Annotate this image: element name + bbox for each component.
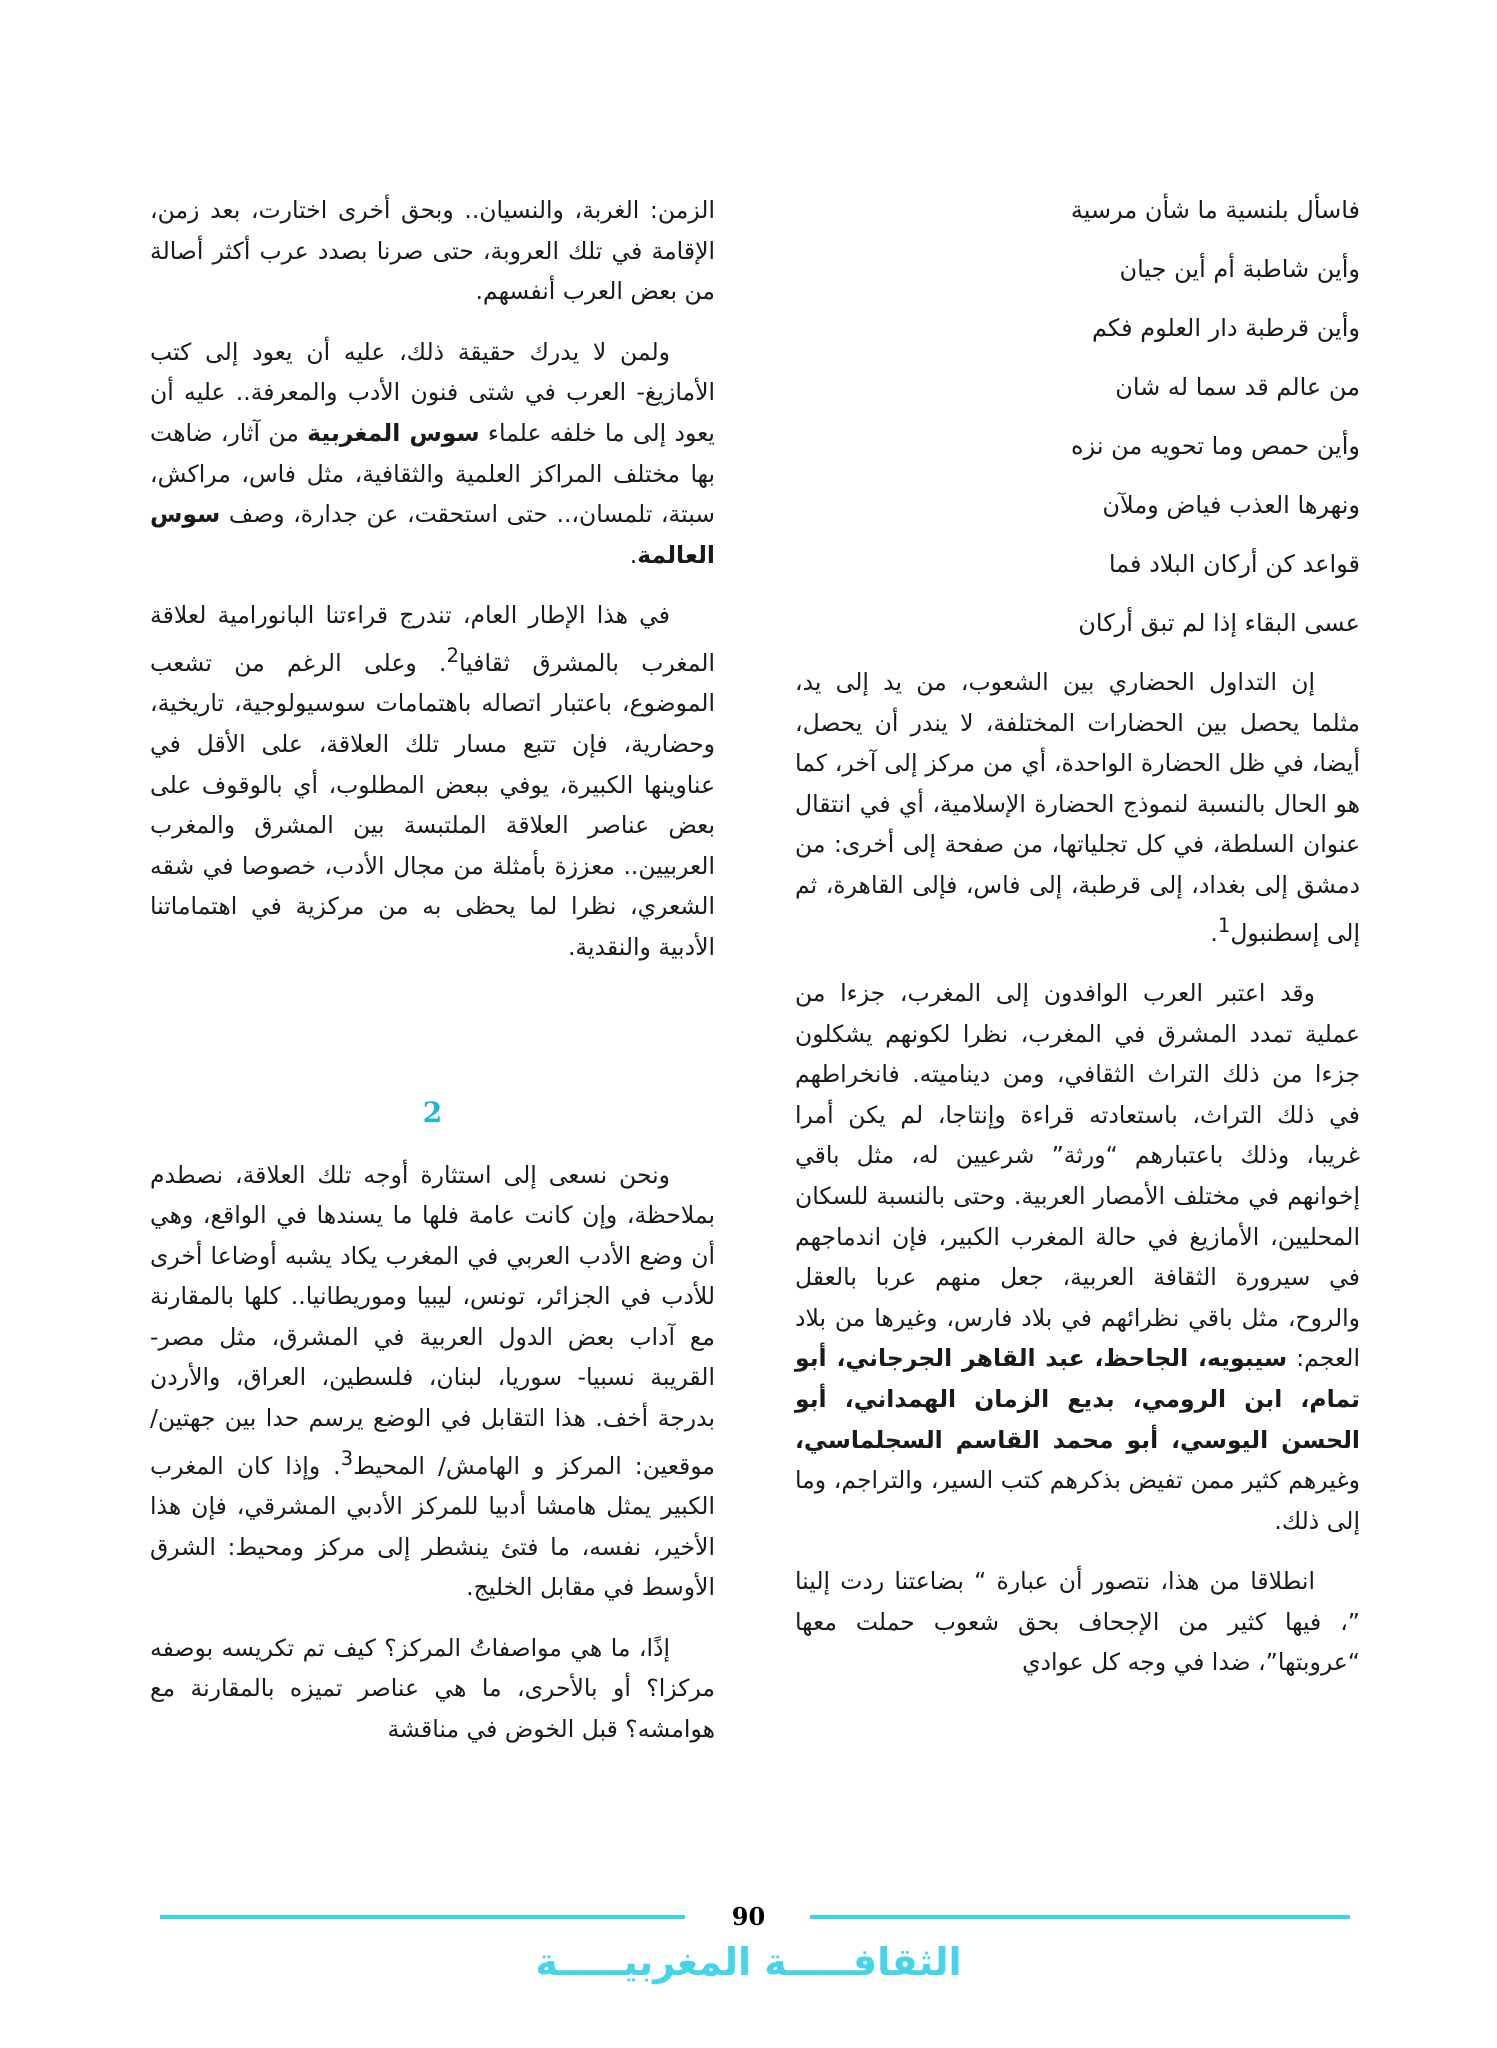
paragraph-text: في هذا الإطار العام، تندرج قراءتنا البانورامية لعلاقة المغرب بالمشرق ثقافيا (150, 601, 715, 677)
footnote-ref: 3 (340, 1446, 354, 1470)
footer-rule-left (160, 1915, 685, 1919)
left-column (150, 190, 715, 1770)
magazine-masthead: الثقافـــــة المغربيـــــة (535, 1940, 962, 1984)
paragraph-text: . وإذا كان المغرب الكبير يمثل هامشا أدبيا للمركز الأدبي المشرقي، فإن هذا الأخير، نفسه، ما فتئ ينشطر إلى مركز ومحيط: الشرق الأوسط في مقابل الخليج. (150, 1451, 715, 1602)
footnote-ref: 1 (1217, 913, 1231, 937)
verse-line: ونهرها العذب فياض وملآن (1102, 491, 1360, 519)
bold-names: سيبويه، الجاحظ، عبد القاهر الجرجاني، أبو تمام، ابن الرومي، بديع الزمان الهمداني، أبو الحسن اليوسي، أبو محمد القاسم السجلماسي، (795, 1344, 1360, 1454)
verse-line: فاسأل بلنسية ما شأن مرسية (1070, 196, 1360, 224)
paragraph: إذًا، ما هي مواصفاتُ المركز؟ كيف تم تكريسه بوصفه مركزا؟ أو بالأحرى، ما هي عناصر تميزه بالمقارنة مع هوامشه؟ قبل الخوض في مناقشة (150, 1633, 715, 1744)
paragraph: إن التداول الحضاري بين الشعوب، من يد إلى يد، مثلما يحصل بين الحضارات المختلفة، لا يندر أن يحصل، أيضا، في ظل الحضارة الواحدة، أي من مركز إلى آخر، كما هو الحال بالنسبة لنموذج الحضارة الإسلامية، أي في انتقال عنوان السلطة، في كل تجلياتها، من صفحة إلى أخرى: من دمشق إلى بغداد، إلى قرطبة، إلى فاس، فإلى القاهرة، ثم إلى إسطنبول$^1$. (795, 668, 1360, 947)
paragraph-text: . وعلى الرغم من تشعب الموضوع، باعتبار اتصاله باهتمامات سوسيولوجية، تاريخية، وحضارية، فإن تتبع مسار تلك العلاقة، على الأقل في عناوينها الكبيرة، يوفي ببعض المطلوب، أي بالوقوف على بعض عناصر العلاقة الملتبسة بين المشرق والمغرب العربيين.. معززة بأمثلة من مجال الأدب، خصوصا في شقه الشعري، نظرا لما يحظى به من مركزية في اهتماماتنا الأدبية والنقدية. (150, 648, 715, 961)
verse-line: من عالم قد سما له شان (1115, 373, 1360, 401)
paragraph: الزمن: الغربة، والنسيان.. وبحق أخرى اختارت، بعد زمن، الإقامة في تلك العروبة، حتى صرنا بصدد عرب أكثر أصالة من بعض العرب أنفسهم. (150, 196, 715, 306)
footer-rule-right (810, 1915, 1350, 1919)
paragraph-text: إن التداول الحضاري بين الشعوب، من يد إلى يد، مثلما يحصل بين الحضارات المختلفة، لا يندر أن يحصل، أيضا، في ظل الحضارة الواحدة، أي من مركز إلى آخر، كما هو الحال بالنسبة لنموذج الحضارة الإسلامية، أي في انتقال عنوان السلطة، في كل تجلياتها، من صفحة إلى أخرى: من دمشق إلى بغداد، إلى قرطبة، إلى فاس، فإلى القاهرة، ثم إلى إسطنبول (795, 668, 1360, 947)
paragraph (795, 973, 1360, 1541)
paragraph: ولمن لا يدرك حقيقة ذلك، عليه أن يعود إلى كتب الأمازيغ- العرب في شتى فنون الأدب والمعرفة.. عليه أن يعود إلى ما خلفه علماء سوس المغربية من آثار، ضاهت بها مختلف المراكز العلمية والثقافية، مثل فاس، مراكش، سبتة، تلمسان،.. حتى استحقت، عن جدارة، وصف سوس العالمة. (150, 337, 715, 569)
paragraph-text: ولمن لا يدرك حقيقة ذلك، عليه أن يعود إلى كتب الأمازيغ- العرب في شتى فنون الأدب والمعرفة.. عليه أن يعود إلى ما خلفه علماء (150, 337, 715, 447)
footnote-ref: 2 (446, 643, 459, 667)
page-number: 90 (731, 1902, 766, 1931)
verse-line: قواعد كن أركان البلاد فما (1108, 550, 1360, 578)
bold-term: سوس المغربية (307, 418, 480, 447)
verse-line: عسى البقاء إذا لم تبق أركان (1078, 609, 1360, 637)
right-column (795, 190, 1360, 1703)
paragraph-text: من آثار، ضاهت بها مختلف المراكز العلمية والثقافية، مثل فاس، مراكش، سبتة، تلمسان،.. حتى استحقت، عن جدارة، وصف (150, 418, 715, 529)
verse-line: وأين حمص وما تحويه من نزه (1071, 432, 1360, 460)
paragraph (150, 1155, 715, 1608)
paragraph-text: وغيرهم كثير ممن تفيض بذكرهم كتب السير، والتراجم، وما إلى ذلك. (795, 1466, 1360, 1535)
paragraph-text: ونحن نسعى إلى استثارة أوجه تلك العلاقة، نصطدم بملاحظة، وإن كانت عامة فلها ما يسندها في الواقع، وهي أن وضع الأدب العربي في المغرب يكاد يشبه أوضاعا أخرى للأدب في الجزائر، تونس، ليبيا وموريطانيا.. كلها بالمقارنة مع آداب بعض الدول العربية في المشرق، مثل مصر- القريبة نسبيا- سوريا، لبنان، فلسطين، العراق، والأردن بدرجة أخف. هذا التقابل في الوضع يرسم حدا بين جهتين/ موقعين: المركز و الهامش/ المحيط (150, 1160, 716, 1480)
paragraph-text: وقد اعتبر العرب الوافدون إلى المغرب، جزءا من عملية تمدد المشرق في المغرب، نظرا لكونهم يشكلون جزءا من ذلك التراث الثقافي، ومن ديناميته. فانخراطهم في ذلك التراث، باستعادته قراءة وإنتاجا، لم يكن أمرا غريبا، وذلك باعتبارهم “ورثة” شرعيين له، مثل باقي إخوانهم في مختلف الأمصار العربية. وحتى بالنسبة للسكان المحليين، الأمازيغ في حالة المغرب الكبير، فإن اندماجهم في سيرورة الثقافة العربية، جعل منهم عربا بالعقل والروح، مثل باقي نظرائهم في بلاد فارس، وغيرها من بلاد العجم: (795, 978, 1360, 1373)
spacer (150, 988, 715, 1096)
bold-term: سوس العالمة (150, 500, 715, 569)
section-number: 2 (422, 1095, 443, 1129)
verse-line: وأين قرطبة دار العلوم فكم (1091, 314, 1360, 342)
verse-line: وأين شاطبة أم أين جيان (1119, 255, 1360, 283)
paragraph: انطلاقا من هذا، نتصور أن عبارة “ بضاعتنا ردت إلينا ”، فيها كثير من الإجحاف بحق شعوب حملت معها “عروبتها”، ضدا في وجه كل عوادي (795, 1567, 1360, 1677)
paragraph (150, 595, 715, 967)
